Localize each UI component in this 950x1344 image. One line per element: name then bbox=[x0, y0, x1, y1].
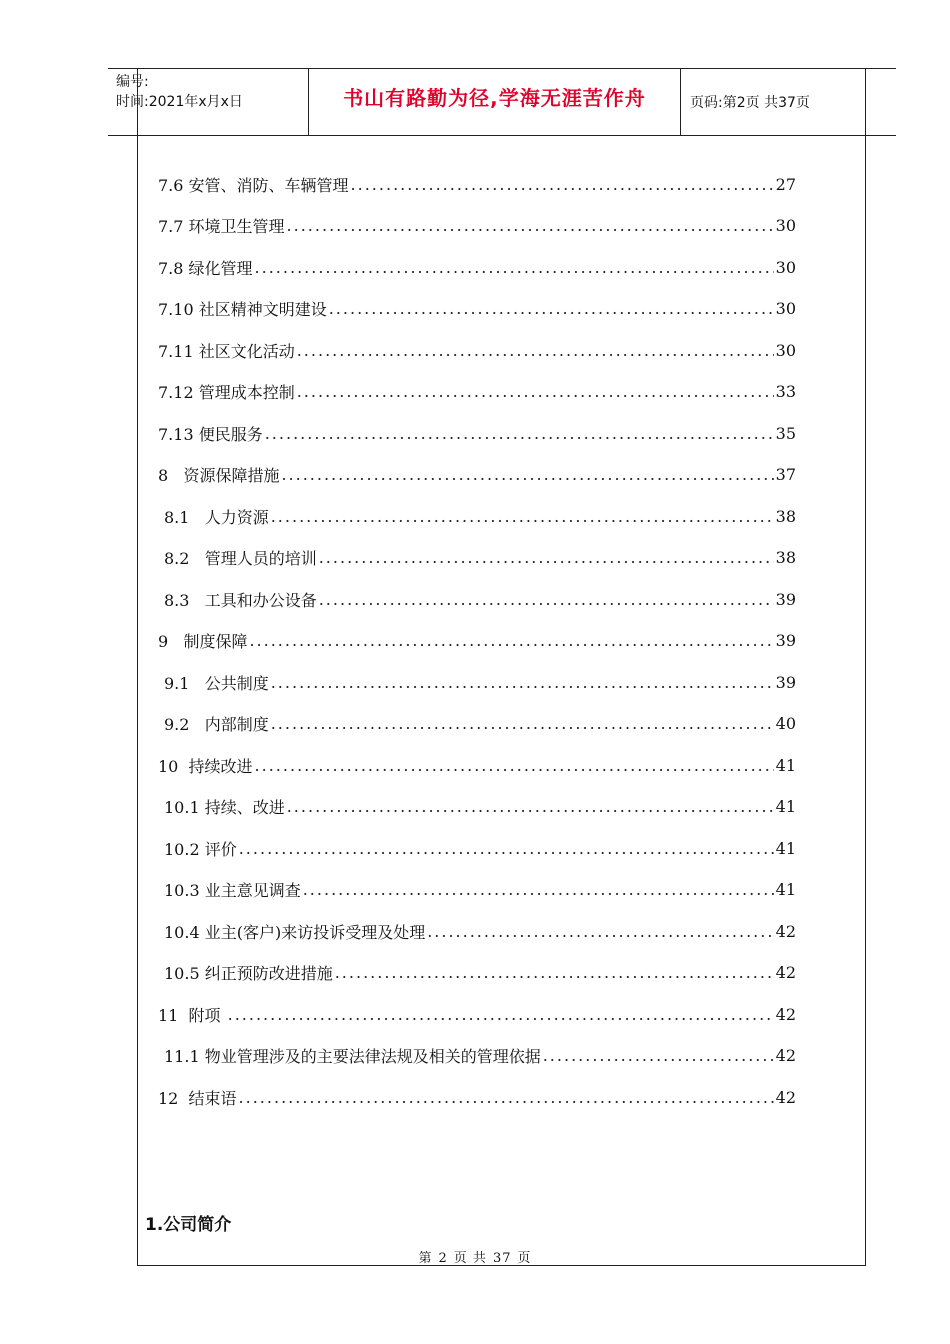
toc-entry[interactable] bbox=[158, 170, 796, 198]
header-meta bbox=[116, 72, 243, 112]
toc-entry[interactable] bbox=[158, 668, 796, 696]
toc-entry-page: 42 bbox=[775, 963, 796, 982]
toc-leader-dots bbox=[287, 797, 774, 816]
toc-entry-page: 41 bbox=[775, 797, 796, 816]
toc-entry-page: 38 bbox=[775, 506, 796, 526]
toc-leader-dots bbox=[228, 1005, 774, 1024]
toc-entry-page: 42 bbox=[775, 1004, 796, 1024]
toc-entry-page: 41 bbox=[775, 838, 796, 858]
toc-entry[interactable] bbox=[158, 336, 796, 364]
toc-entry[interactable] bbox=[158, 1000, 796, 1028]
toc-entry[interactable] bbox=[158, 917, 796, 945]
toc-leader-dots bbox=[303, 880, 774, 899]
toc-entry-label: 10.4 业主(客户)来访投诉受理及处理 bbox=[164, 922, 426, 942]
toc-entry-label: 10.2 评价 bbox=[164, 839, 237, 859]
toc-entry[interactable] bbox=[158, 461, 796, 489]
toc-entry[interactable] bbox=[158, 253, 796, 281]
toc-entry[interactable] bbox=[158, 544, 796, 572]
footer-prefix: 第 bbox=[418, 1251, 433, 1266]
section-title: 1.公司简介 bbox=[145, 1215, 232, 1235]
toc-entry-page: 42 bbox=[775, 1087, 796, 1107]
toc-leader-dots bbox=[543, 1046, 774, 1065]
toc-leader-dots bbox=[271, 507, 774, 526]
toc-entry-page: 35 bbox=[775, 423, 796, 443]
toc-leader-dots bbox=[271, 673, 774, 692]
toc-entry-page: 39 bbox=[775, 589, 796, 609]
toc-leader-dots bbox=[239, 1088, 774, 1107]
toc-entry-page: 38 bbox=[775, 548, 796, 567]
toc-entry-label: 8.2 管理人员的培训 bbox=[164, 549, 317, 568]
toc-leader-dots bbox=[281, 465, 773, 484]
footer-page: 2 bbox=[438, 1251, 448, 1266]
page-footer bbox=[0, 1247, 950, 1266]
toc-leader-dots bbox=[297, 341, 774, 360]
toc-entry[interactable] bbox=[158, 419, 796, 447]
toc-entry-page: 41 bbox=[775, 755, 796, 775]
toc-entry-label: 11 附项 bbox=[158, 1005, 226, 1025]
toc-entry-page: 41 bbox=[775, 880, 796, 899]
toc-leader-dots bbox=[297, 382, 774, 401]
toc-entry[interactable] bbox=[158, 834, 796, 862]
toc-entry-page: 33 bbox=[775, 382, 796, 401]
toc-entry[interactable] bbox=[158, 1042, 796, 1070]
toc-entry[interactable] bbox=[158, 627, 796, 655]
toc-entry-page: 37 bbox=[775, 465, 796, 484]
toc-leader-dots bbox=[239, 839, 774, 858]
toc-leader-dots bbox=[271, 714, 774, 733]
toc-entry-label: 9 制度保障 bbox=[158, 632, 248, 651]
toc-entry-page: 42 bbox=[775, 921, 796, 941]
toc-entry-label: 8 资源保障措施 bbox=[158, 466, 280, 485]
toc-entry-label: 7.11 社区文化活动 bbox=[158, 341, 295, 361]
toc-entry-label: 12 结束语 bbox=[158, 1088, 237, 1108]
code-label: 编号: bbox=[116, 74, 149, 90]
toc-entry-label: 7.7 环境卫生管理 bbox=[158, 217, 285, 236]
toc-entry[interactable] bbox=[158, 212, 796, 240]
toc-leader-dots bbox=[427, 922, 773, 941]
toc-entry-label: 10 持续改进 bbox=[158, 756, 253, 776]
toc-entry-label: 10.3 业主意见调查 bbox=[164, 881, 301, 900]
toc-entry[interactable] bbox=[158, 751, 796, 779]
toc-entry-page: 42 bbox=[775, 1046, 796, 1065]
toc-leader-dots bbox=[255, 756, 774, 775]
toc-entry-page: 30 bbox=[775, 257, 796, 277]
toc-leader-dots bbox=[335, 963, 774, 982]
footer-mid: 页 共 bbox=[453, 1251, 487, 1266]
toc-entry-label: 7.12 管理成本控制 bbox=[158, 383, 295, 402]
header-motto: 书山有路勤为径,学海无涯苦作舟 bbox=[343, 86, 646, 110]
toc-entry-page: 39 bbox=[775, 631, 796, 650]
toc-entry-label: 7.13 便民服务 bbox=[158, 424, 263, 444]
toc-entry-label: 8.1 人力资源 bbox=[164, 507, 269, 527]
toc-entry[interactable] bbox=[158, 378, 796, 406]
toc-leader-dots bbox=[329, 299, 774, 318]
toc-leader-dots bbox=[265, 424, 774, 443]
toc-entry[interactable] bbox=[158, 959, 796, 987]
toc-entry-label: 7.10 社区精神文明建设 bbox=[158, 300, 327, 319]
toc-entry[interactable] bbox=[158, 295, 796, 323]
toc-entry-label: 9.2 内部制度 bbox=[164, 715, 269, 734]
toc-entry-label: 10.5 纠正预防改进措施 bbox=[164, 964, 333, 983]
toc-entry[interactable] bbox=[158, 710, 796, 738]
toc-leader-dots bbox=[351, 175, 774, 194]
toc-entry[interactable] bbox=[158, 585, 796, 613]
header-page-info: 页码:第2页 共37页 bbox=[690, 95, 810, 111]
toc-entry-page: 39 bbox=[775, 672, 796, 692]
toc-entry-label: 8.3 工具和办公设备 bbox=[164, 590, 317, 610]
footer-suffix: 页 bbox=[517, 1251, 532, 1266]
toc-entry-label: 7.6 安管、消防、车辆管理 bbox=[158, 175, 349, 195]
toc-entry-label: 10.1 持续、改进 bbox=[164, 798, 285, 817]
toc-entry[interactable] bbox=[158, 502, 796, 530]
toc-entry-page: 27 bbox=[775, 174, 796, 194]
toc-entry-label: 9.1 公共制度 bbox=[164, 673, 269, 693]
toc-entry-label: 11.1 物业管理涉及的主要法律法规及相关的管理依据 bbox=[164, 1047, 541, 1066]
toc-entry-page: 30 bbox=[775, 340, 796, 360]
toc-entry[interactable] bbox=[158, 1083, 796, 1111]
toc-entry[interactable] bbox=[158, 876, 796, 904]
toc-entry-page: 30 bbox=[775, 299, 796, 318]
toc-leader-dots bbox=[249, 631, 773, 650]
toc-entry-page: 30 bbox=[775, 216, 796, 235]
toc-entry[interactable] bbox=[158, 793, 796, 821]
toc-leader-dots bbox=[319, 548, 774, 567]
footer-total: 37 bbox=[492, 1251, 512, 1266]
toc-entry-page: 40 bbox=[775, 714, 796, 733]
toc-leader-dots bbox=[255, 258, 774, 277]
toc-leader-dots bbox=[319, 590, 774, 609]
time-label: 时间:2021年x月x日 bbox=[116, 94, 243, 110]
toc-leader-dots bbox=[287, 216, 774, 235]
toc-entry-label: 7.8 绿化管理 bbox=[158, 258, 253, 278]
